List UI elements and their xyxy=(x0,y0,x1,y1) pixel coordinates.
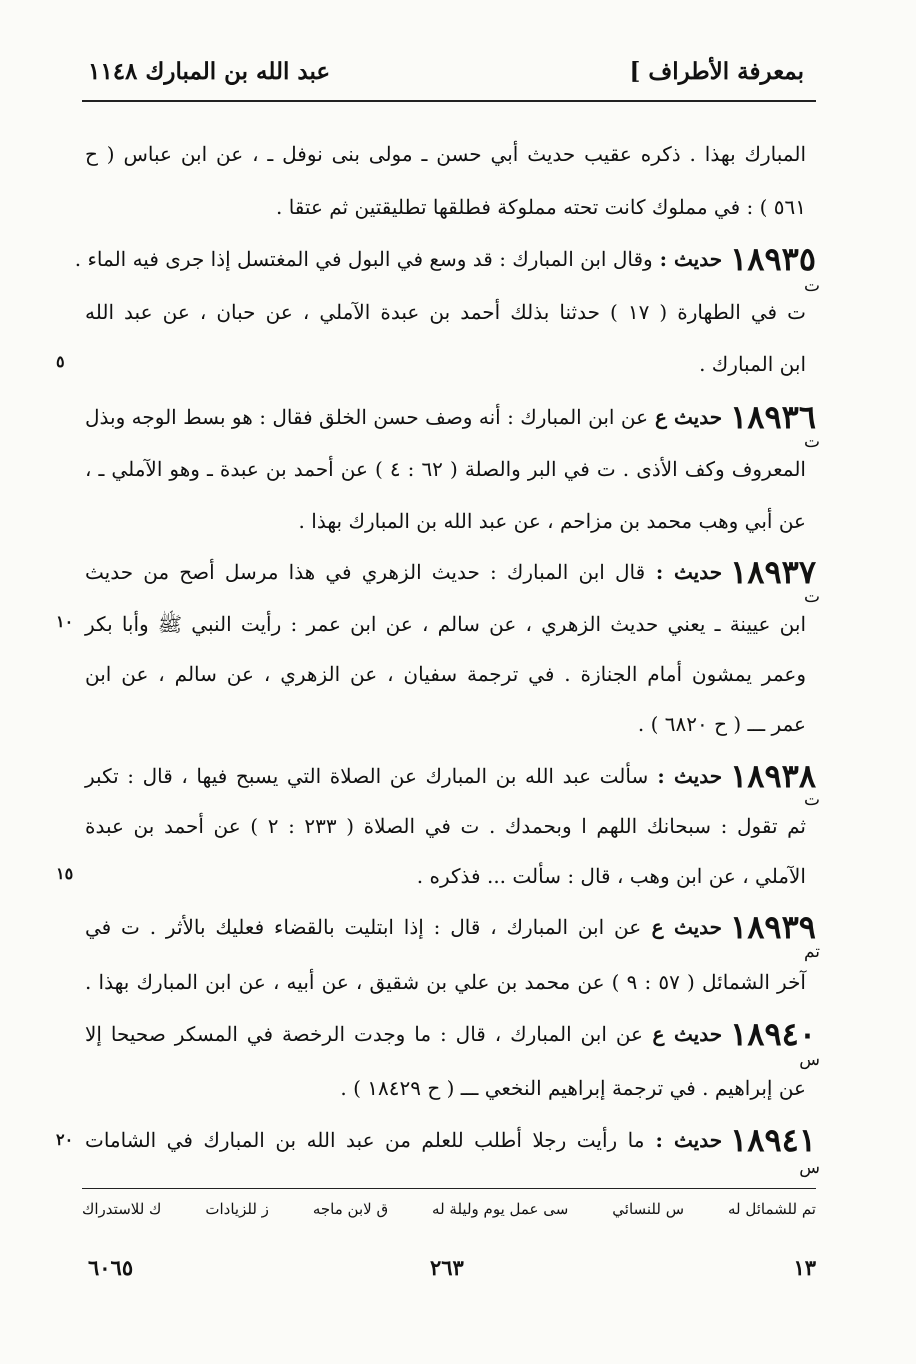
page-number-right: ١٣ xyxy=(793,1255,816,1280)
line-text: المبارك بهذا . ذكره عقيب حديث أبي حسن ـ مولى بنى نوفل ـ ، عن ابن عباس ( ح xyxy=(85,142,806,166)
legend-item: ز للزيادات xyxy=(205,1200,269,1218)
line-text: عن إبراهيم . في ترجمة إبراهيم النخعي ـــ ( ح ١٨٤٢٩ ) . xyxy=(340,1076,806,1100)
legend-item: تم للشمائل له xyxy=(727,1200,816,1218)
line-text: سألت عبد الله بن المبارك عن الصلاة التي يسبح فيها ، قال : تكبر xyxy=(85,764,649,788)
line-text: عن ابن المبارك : أنه وصف حسن الخلق فقال : هو بسط الوجه وبذل xyxy=(85,405,649,429)
source-siglum: س xyxy=(799,1158,820,1178)
hadith-number: ١٨٩٣٨ xyxy=(730,757,816,795)
hadith-number: ١٨٩٣٥ xyxy=(730,240,816,278)
legend-item: ك للاستدراك xyxy=(82,1200,162,1218)
hadith-number: ١٨٩٤١ xyxy=(730,1121,816,1159)
hadith-entry-line xyxy=(74,240,816,278)
text-line xyxy=(85,507,806,537)
source-siglum: تم xyxy=(803,942,820,962)
hadith-entry-line xyxy=(85,757,816,795)
line-number: ١٠ xyxy=(56,612,74,631)
text-line xyxy=(85,968,806,998)
footer-legend xyxy=(82,1200,816,1228)
text-line xyxy=(85,193,806,223)
hadith-label: حديث : xyxy=(648,764,723,788)
hadith-number: ١٨٩٣٩ xyxy=(730,908,816,946)
text-line xyxy=(85,660,806,690)
hadith-entry-line xyxy=(85,1015,816,1053)
line-text: عمر ـــ ( ح ٦٨٢٠ ) . xyxy=(637,712,806,736)
hadith-entry-line xyxy=(85,553,817,591)
legend-item: سى عمل يوم وليلة له xyxy=(432,1200,569,1218)
line-text: المعروف وكف الأذى . ت في البر والصلة ( ٦٢ : ٤ ) عن أحمد بن عبدة ـ وهو الآملي ـ ، xyxy=(85,457,806,481)
source-siglum: ت xyxy=(803,276,820,296)
running-author-heading: عبد الله بن المبارك ١١٤٨ xyxy=(88,58,331,85)
line-text: ما رأيت رجلا أطلب للعلم من عبد الله بن المبارك في الشامات xyxy=(85,1128,645,1152)
line-text: ثم تقول : سبحانك اللهم ا وبحمدك . ت في الصلاة ( ٢٣٣ : ٢ ) عن أحمد بن عبدة xyxy=(85,814,806,838)
line-text: الآملي ، عن ابن وهب ، قال : سألت ... فذكره . xyxy=(416,864,806,888)
line-number: ١٥ xyxy=(56,864,74,883)
hadith-label: حديث ع xyxy=(643,1022,723,1046)
source-siglum: ت xyxy=(803,790,820,810)
legend-item: ق لابن ماجه xyxy=(312,1200,389,1218)
line-text: ابن عيينة ـ يعني حديث الزهري ، عن سالم ، عن ابن عمر : رأيت النبي ﷺ وأبا بكر xyxy=(85,612,806,636)
hadith-number: ١٨٩٣٧ xyxy=(730,553,817,591)
hadith-entry-line xyxy=(85,398,816,436)
line-text: وقال ابن المبارك : قد وسع في البول في المغتسل إذا جرى فيه الماء . xyxy=(74,247,653,271)
text-line xyxy=(85,298,806,328)
text-line xyxy=(85,455,806,485)
footer-rule xyxy=(82,1188,816,1189)
line-text: ٥٦١ ) : في مملوك كانت تحته مملوكة فطلقها تطليقتين ثم عتقا . xyxy=(275,195,806,219)
running-title: بمعرفة الأطراف ] xyxy=(629,58,804,85)
line-number: ٥ xyxy=(56,352,65,371)
line-text: عن أبي وهب محمد بن مزاحم ، عن عبد الله بن المبارك بهذا . xyxy=(298,509,806,533)
text-line xyxy=(85,812,806,842)
legend-item: س للنسائي xyxy=(612,1200,685,1218)
text-line xyxy=(85,140,806,170)
line-text: عن ابن المبارك ، قال : إذا ابتليت بالقضاء فعليك بالأثر . ت في xyxy=(85,915,642,939)
text-line xyxy=(85,862,806,892)
hadith-label: حديث : xyxy=(645,560,723,584)
line-text: عن ابن المبارك ، قال : ما وجدت الرخصة في المسكر صحيحا إلا xyxy=(85,1022,643,1046)
source-siglum: س xyxy=(799,1050,820,1070)
hadith-label: حديث : xyxy=(652,247,723,271)
line-text: ابن المبارك . xyxy=(699,352,806,376)
source-siglum: ت xyxy=(803,587,820,607)
text-line xyxy=(85,710,806,740)
source-siglum: ت xyxy=(803,432,820,452)
line-text: ت في الطهارة ( ١٧ ) حدثنا بذلك أحمد بن عبدة الآملي ، عن حبان ، عن عبد الله xyxy=(85,300,806,324)
line-number: ٢٠ xyxy=(56,1130,74,1149)
hadith-label: حديث ع xyxy=(641,915,723,939)
line-text: وعمر يمشون أمام الجنازة . في ترجمة سفيان ، عن الزهري ، عن سالم ، عن ابن xyxy=(85,662,806,686)
hadith-label: حديث ع xyxy=(648,405,723,429)
hadith-number: ١٨٩٣٦ xyxy=(730,398,816,436)
page-number-center: ٢٦٣ xyxy=(430,1255,464,1280)
line-text: قال ابن المبارك : حديث الزهري في هذا مرسل أصح من حديث xyxy=(85,560,646,584)
text-line xyxy=(85,350,806,380)
hadith-entry-line xyxy=(85,1121,816,1159)
header-rule xyxy=(82,100,816,102)
text-line xyxy=(85,610,806,640)
text-line xyxy=(85,1074,806,1104)
page-number-left: ٦٠٦٥ xyxy=(88,1255,134,1280)
hadith-label: حديث : xyxy=(644,1128,723,1152)
hadith-entry-line xyxy=(85,908,816,946)
line-text: آخر الشمائل ( ٥٧ : ٩ ) عن محمد بن علي بن شقيق ، عن أبيه ، عن ابن المبارك بهذا . xyxy=(85,970,806,994)
hadith-number: ١٨٩٤٠ xyxy=(730,1015,816,1053)
